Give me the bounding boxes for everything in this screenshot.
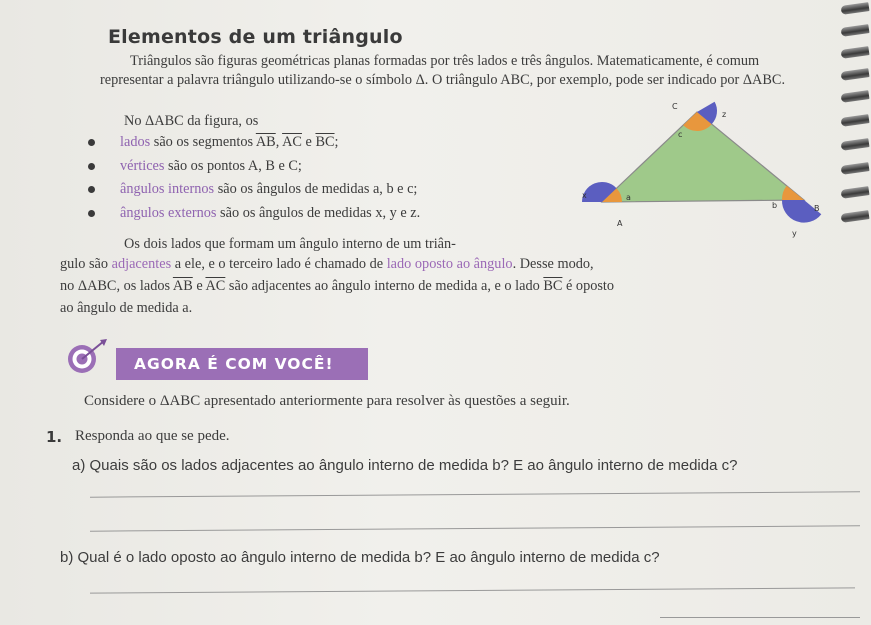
triangle-figure — [582, 100, 840, 250]
term-lados: lados — [120, 134, 151, 150]
agora-banner: AGORA É COM VOCÊ! — [116, 348, 368, 380]
term-angulos-externos: ângulos externos — [120, 204, 217, 221]
term-angulos-internos: ângulos internos — [120, 181, 215, 197]
question-prompt: Responda ao que se pede. — [75, 428, 230, 444]
segment-ab: $\overline{AB}$ — [255, 134, 276, 150]
vertex-label-c: C — [672, 102, 678, 111]
label-y: y — [792, 229, 797, 238]
label-a: a — [626, 193, 631, 202]
label-z: z — [722, 110, 727, 119]
answer-line-a2[interactable] — [90, 525, 860, 531]
term-adjacentes: adjacentes — [111, 256, 172, 272]
label-b: b — [772, 201, 778, 210]
target-icon — [66, 338, 108, 376]
adjacent-paragraph: gulo são adjacentes a ele, e o terceiro lado é chamado de lado oposto ao ângulo. Desse modo, no ΔABC, os lados $\overline{AB}$ e $\overline{AC}$ são adjacentes ao ângulo interno de medida a, e o lado $\overline{BC}$ é oposto ao ângulo de medida a. — [60, 256, 615, 316]
label-x: x — [582, 191, 587, 200]
list-item: ângulos internos são os ângulos de medidas a, b e c; — [88, 181, 420, 205]
list-item: vértices são os pontos A, B e C; — [88, 158, 420, 182]
list-item: lados são os segmentos $\overline{AB}$, $\overline{AC}$ e $\overline{BC}$; — [88, 134, 420, 158]
term-vertices: vértices — [120, 157, 165, 174]
question-a: a) Quais são os lados adjacentes ao ângulo interno de medida b? E ao ângulo interno de medida c? — [72, 457, 738, 474]
answer-line-b1[interactable] — [90, 587, 855, 593]
definitions-list — [88, 134, 420, 228]
intro-paragraph: Triângulos são figuras geométricas planas formadas por três lados e três ângulos. Matematicamente, é comum representar a palavra triângulo utilizando-se o símbolo Δ. O triângulo ABC, por exemplo, pode ser indicado por ΔABC. — [100, 53, 786, 88]
question-number: 1. — [46, 428, 63, 446]
instruction-text: Considere o ΔABC apresentado anteriormente para resolver às questões a seguir. — [84, 393, 570, 409]
vertex-label-a: A — [617, 219, 623, 228]
vertex-label-b: B — [814, 204, 820, 213]
list-item: ângulos externos são os ângulos de medidas x, y e z. — [88, 205, 420, 229]
term-lado-oposto: lado oposto ao ângulo — [386, 256, 513, 272]
question-b: b) Qual é o lado oposto ao ângulo interno de medida b? E ao ângulo interno de medida c? — [60, 549, 660, 566]
page-title: Elementos de um triângulo — [108, 26, 403, 48]
figure-intro-text: No ΔABC da figura, os — [124, 113, 259, 129]
answer-line-a1[interactable] — [90, 491, 860, 497]
label-c: c — [678, 130, 683, 139]
answer-line-b2[interactable] — [660, 617, 860, 618]
segment-bc: $\overline{BC}$ — [315, 134, 335, 150]
adjacent-intro-line: Os dois lados que formam um ângulo interno de um triân- — [124, 236, 456, 252]
segment-ac: $\overline{AC}$ — [282, 134, 302, 150]
angle-b-arc — [782, 186, 804, 200]
